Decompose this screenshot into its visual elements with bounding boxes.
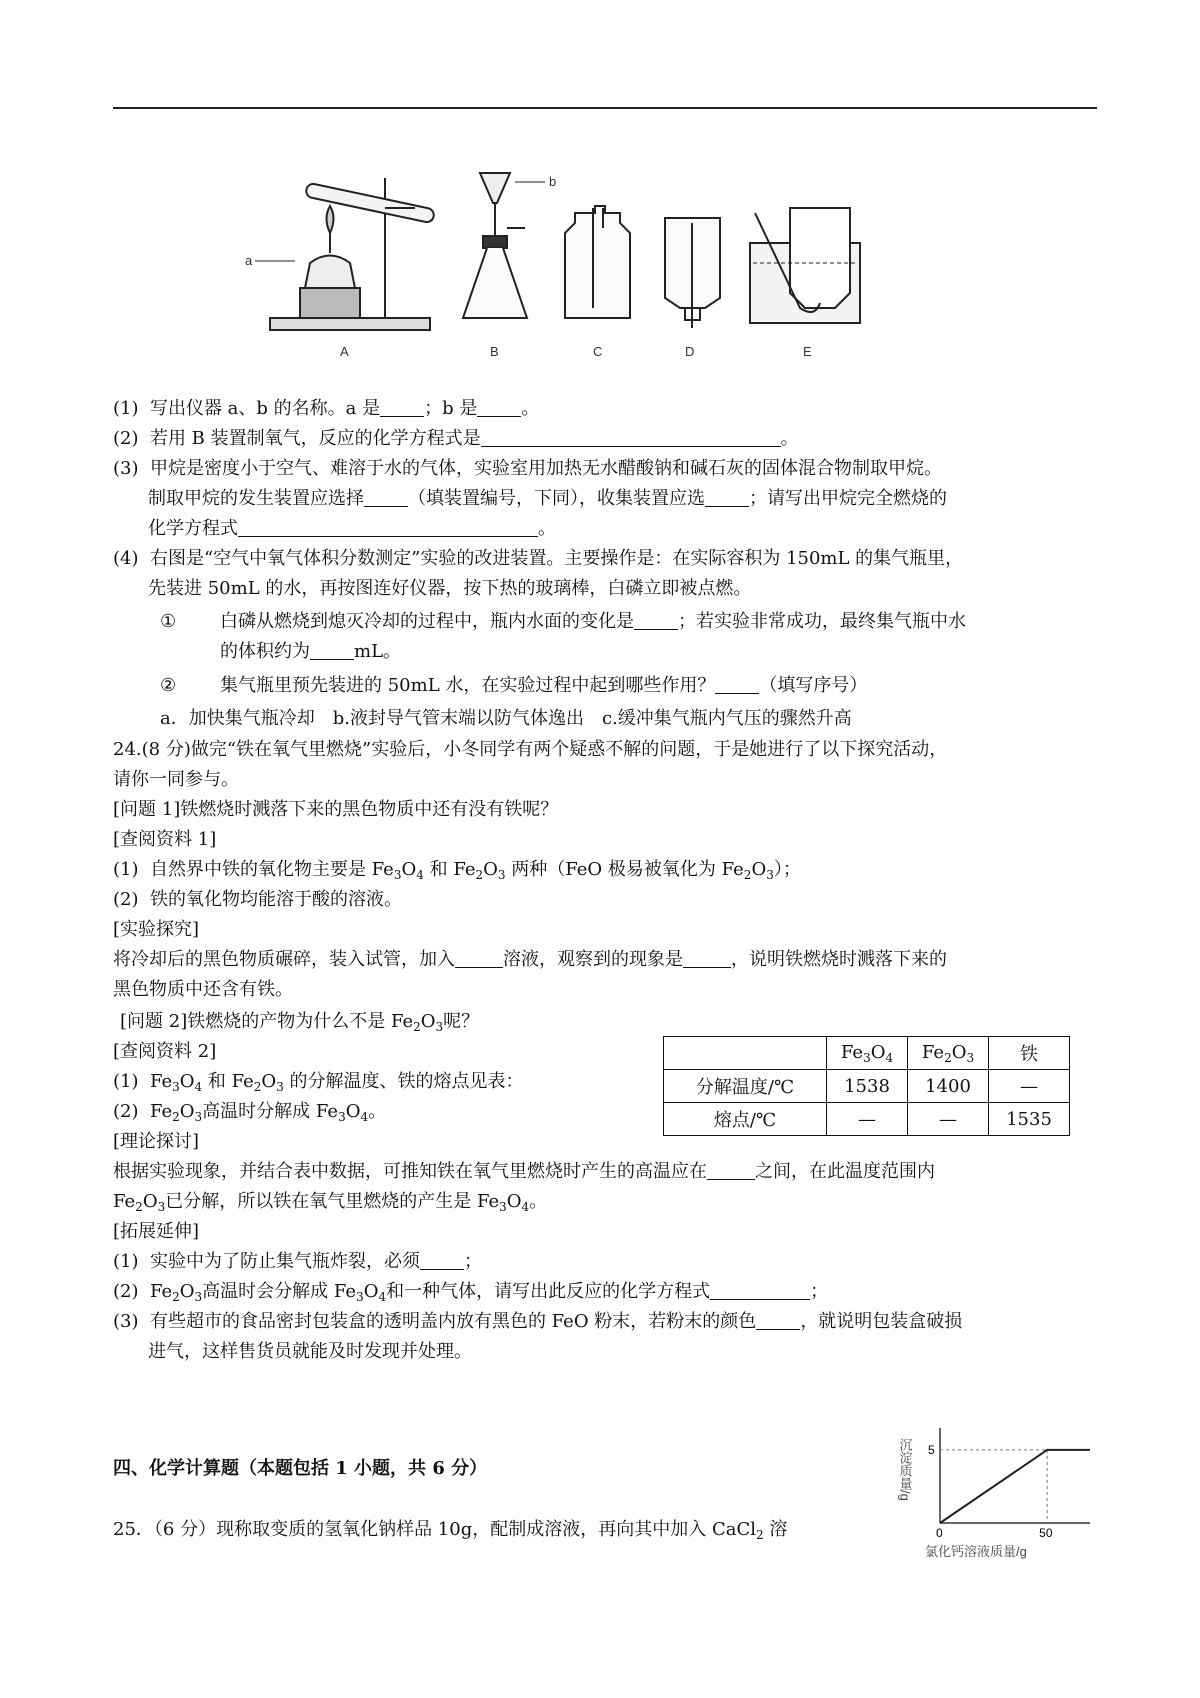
q24-r1: (1) 自然界中铁的氧化物主要是 $Fe_3O_4$ 和 $Fe_2O_3$ 两种（FeO 极易被氧化为 $Fe_2O_3$）； [113, 859, 801, 882]
q24-d1: (1) $Fe_3O_4$ 和 $Fe_2O_3$ 的分解温度、铁的熔点见表： [113, 1071, 524, 1094]
series-line [940, 1450, 1090, 1523]
q23-p4-l2: 先装进 50mL 的水，再按图连好仪器，按下热的玻璃棒，白磷立即被点燃。 [148, 578, 752, 599]
blank[interactable] [420, 1251, 464, 1270]
table-row: 熔点/℃ — — 1535 [664, 1103, 1070, 1136]
blank[interactable] [710, 1281, 810, 1300]
q25: 25．（6 分）现称取变质的氢氧化钠样品 10g，配制成溶液，再向其中加入 CaCl$_2$ 溶 [113, 1519, 788, 1542]
blank[interactable] [380, 398, 424, 417]
q24-e1: 将冷却后的黑色物质碾碎，装入试管，加入 溶液，观察到的现象是 ，说明铁燃烧时溅落下来的 [113, 949, 947, 970]
blank[interactable] [683, 949, 731, 968]
q24-l2: 请你一同参与。 [113, 769, 239, 790]
q23-p3-l2: 制取甲烷的发生装置应选择 （填装置编号，下同），收集装置应选 ；请写出甲烷完全燃烧的 [148, 488, 947, 509]
q24-theory: [理论探讨] [113, 1131, 200, 1152]
blank[interactable] [705, 488, 749, 507]
header-rule [113, 107, 1097, 109]
q24-x1: (1) 实验中为了防止集气瓶炸裂，必须 ； [113, 1251, 482, 1272]
q24-prob1: [问题 1]铁燃烧时溅落下来的黑色物质中还有没有铁呢？ [113, 799, 559, 820]
label-C: C [593, 344, 603, 359]
q24-e2: 黑色物质中还含有铁。 [113, 979, 293, 1000]
x-axis-label: 氯化钙溶液质量/g [925, 1544, 1027, 1559]
label-B: B [490, 344, 499, 359]
section-4-title: 四、化学计算题（本题包括 1 小题，共 6 分） [113, 1458, 488, 1479]
apparatus-b [463, 173, 545, 318]
q23-c1-mark: ① [160, 611, 177, 632]
apparatus-e [750, 208, 860, 323]
q23-c1-l2: 的体积约为 mL。 [220, 641, 402, 662]
q23-c1-l1: 白磷从燃烧到熄灭冷却的过程中，瓶内水面的变化是 ；若实验非常成功，最终集气瓶中水 [220, 611, 966, 632]
label-D: D [685, 344, 695, 359]
blank[interactable] [707, 1161, 755, 1180]
q24-ref2: [查阅资料 2] [113, 1041, 217, 1062]
blank[interactable] [310, 641, 354, 660]
q24-t2: $Fe_2O_3$已分解，所以铁在氧气里燃烧的产生是 $Fe_3O_4$。 [113, 1191, 548, 1214]
q23-p3-l3: 化学方程式 。 [148, 518, 556, 539]
blank[interactable] [477, 398, 521, 417]
q24-d2: (2) $Fe_2O_3$高温时分解成 $Fe_3O_4$。 [113, 1101, 387, 1124]
y-tick-label: 5 [928, 1442, 935, 1457]
table-row: 分解温度/℃ 1538 1400 — [664, 1070, 1070, 1103]
blank[interactable] [481, 428, 781, 447]
q23-p1: (1) 写出仪器 a、b 的名称。a 是 ；b 是 。 [113, 398, 540, 419]
blank[interactable] [715, 675, 759, 694]
label-a: a [245, 253, 253, 268]
precipitate-chart [895, 1418, 1105, 1558]
apparatus-d [665, 218, 720, 328]
q23-p3-l1: (3) 甲烷是密度小于空气、难溶于水的气体，实验室用加热无水醋酸钠和碱石灰的固体混合物制取甲烷。 [113, 458, 942, 479]
blank[interactable] [238, 518, 538, 537]
q24-ref1: [查阅资料 1] [113, 829, 217, 850]
label-E: E [803, 344, 812, 359]
apparatus-figure [245, 168, 955, 393]
q23-p2: (2) 若用 B 装置制氧气，反应的化学方程式是 。 [113, 428, 799, 449]
x-tick-label: 50 [1039, 1526, 1053, 1540]
apparatus-a [255, 178, 435, 330]
q23-p4-l1: (4) 右图是“空气中氧气体积分数测定”实验的改进装置。主要操作是：在实际容积为 150mL 的集气瓶里， [113, 548, 964, 569]
q23-options: a．加快集气瓶冷却 b.液封导气管末端以防气体逸出 c.缓冲集气瓶内气压的骤然升高 [160, 708, 852, 729]
blank[interactable] [455, 949, 503, 968]
property-table [663, 1036, 1070, 1136]
q24-x3-l1: (3) 有些超市的食品密封包装盒的透明盖内放有黑色的 FeO 粉末，若粉末的颜色 ，就说明包装盒破损 [113, 1311, 963, 1332]
label-A: A [340, 344, 349, 359]
blank[interactable] [756, 1311, 800, 1330]
q23-c2-mark: ② [160, 675, 177, 696]
q24-x3-l2: 进气，这样售货员就能及时发现并处理。 [148, 1341, 472, 1362]
table-row: $Fe_3O_4$ $Fe_2O_3$ 铁 [664, 1037, 1070, 1070]
q24-l1: 24.(8 分)做完“铁在氧气里燃烧”实验后，小冬同学有两个疑惑不解的问题，于是她进行了以下探究活动， [113, 739, 948, 760]
q24-r2: (2) 铁的氧化物均能溶于酸的溶液。 [113, 889, 402, 910]
apparatus-c [565, 206, 630, 318]
x-tick-label: 0 [936, 1526, 943, 1540]
q24-exp: [实验探究] [113, 919, 200, 940]
blank[interactable] [364, 488, 408, 507]
q24-ext: [拓展延伸] [113, 1221, 200, 1242]
blank[interactable] [634, 611, 678, 630]
q24-prob2: [问题 2]铁燃烧的产物为什么不是 $Fe_2O_3$呢？ [120, 1011, 480, 1034]
q24-t1: 根据实验现象，并结合表中数据，可推知铁在氧气里燃烧时产生的高温应在 之间，在此温度范围内 [113, 1161, 935, 1182]
q23-c2: 集气瓶里预先装进的 50mL 水，在实验过程中起到哪些作用？ （填写序号） [220, 675, 868, 696]
q24-x2: (2) $Fe_2O_3$高温时会分解成 $Fe_3O_4$和一种气体，请写出此反应的化学方程式 ； [113, 1281, 829, 1304]
label-b: b [549, 174, 557, 189]
y-axis-label: 沉淀质量/g [897, 1438, 913, 1501]
